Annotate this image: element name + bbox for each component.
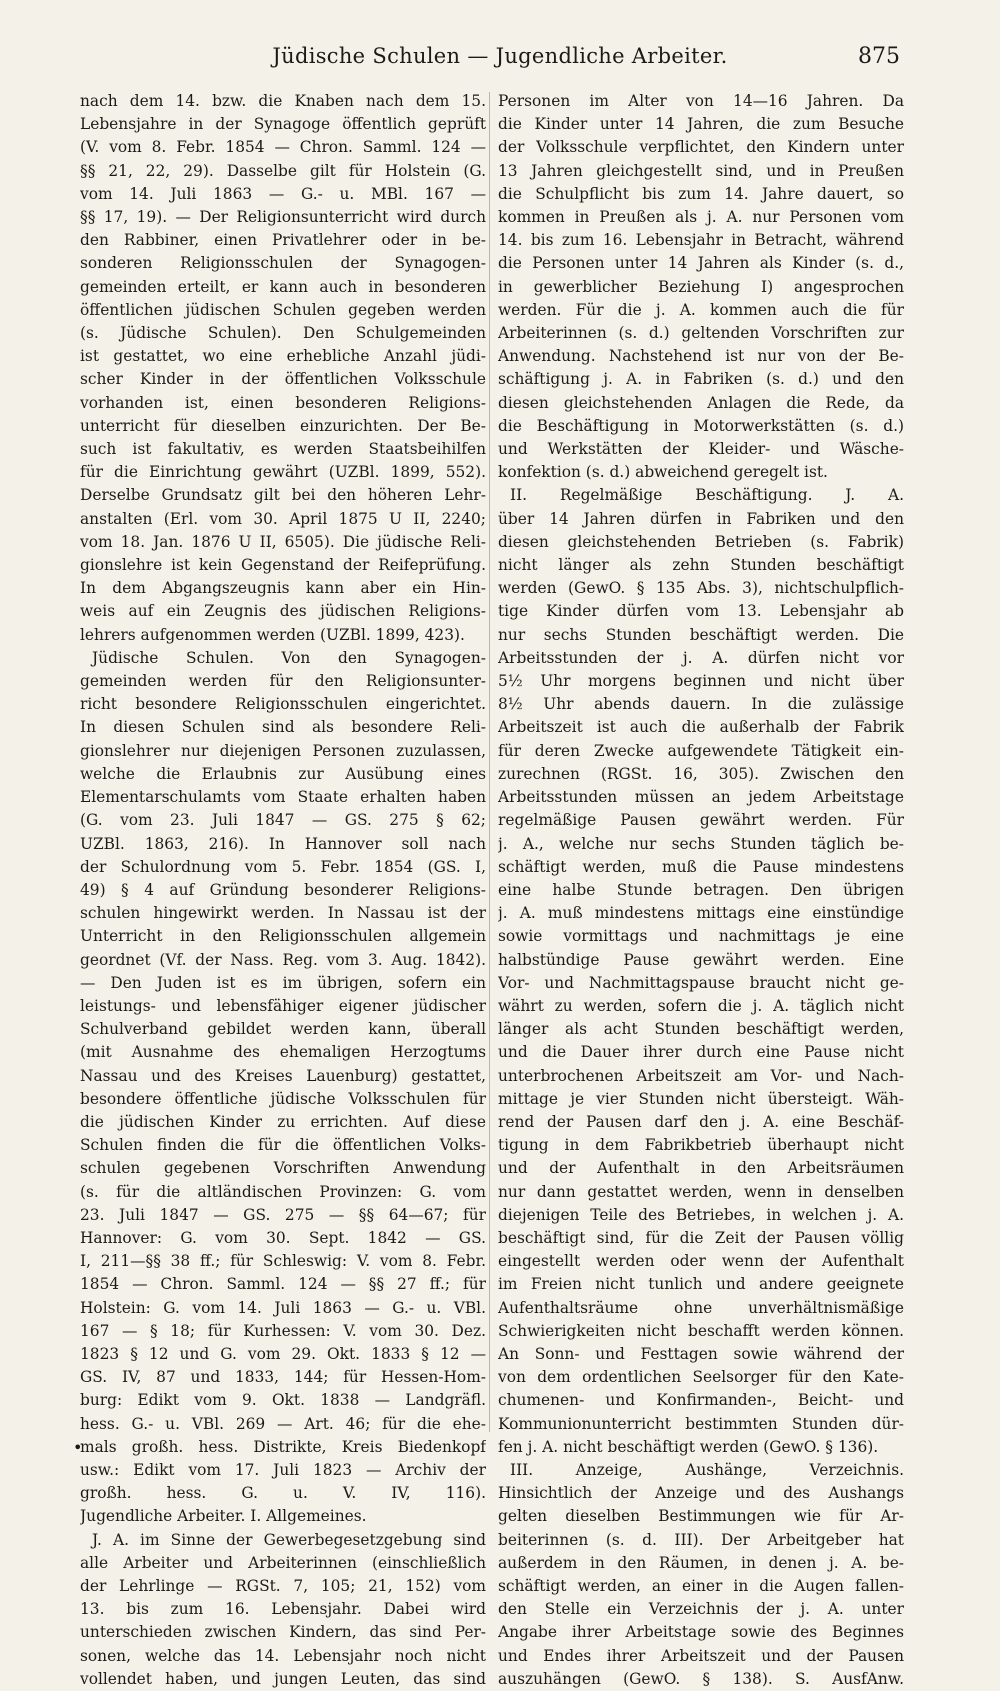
text-line: großh. hess. G. u. V. IV, 116). — [80, 1484, 486, 1503]
text-line: werden (GewO. § 135 Abs. 3), nichtschulpflich- — [498, 579, 904, 598]
text-line: der Lehrlinge — RGSt. 7, 105; 21, 152) vom — [80, 1577, 486, 1595]
text-line: eingestellt werden oder wenn der Aufenthalt — [498, 1252, 904, 1271]
text-line: tigung in dem Fabrikbetrieb überhaupt nicht — [498, 1136, 904, 1155]
text-line: 13 Jahren gleichgestellt sind, und in Preußen — [498, 161, 904, 180]
text-line: 167 — § 18; für Kurhessen: V. vom 30. Dez. — [80, 1321, 486, 1340]
text-line: über 14 Jahren dürfen in Fabriken und den — [498, 509, 904, 528]
text-line: Arbeiterinnen (s. d.) geltenden Vorschriften zur — [498, 324, 904, 343]
text-line: regelmäßige Pausen gewährt werden. Für — [498, 811, 904, 830]
text-line: und Endes ihrer Arbeitszeit und der Pausen — [498, 1646, 904, 1665]
text-line: schäftigt werden, muß die Pause mindestens — [498, 857, 904, 876]
text-line: Jüdische Schulen. Von den Synagogen- — [92, 648, 486, 667]
text-line: nach dem 14. bzw. die Knaben nach dem 15. — [80, 92, 486, 110]
text-line: usw.: Edikt vom 17. Juli 1823 — Archiv der — [80, 1460, 486, 1479]
text-line: scher Kinder in der öffentlichen Volksschule — [80, 370, 486, 389]
text-line: außerdem in den Räumen, in denen j. A. be- — [498, 1553, 904, 1572]
column-divider — [489, 92, 490, 1432]
text-line: der Schulordnung vom 5. Febr. 1854 (GS. I, — [80, 857, 486, 876]
text-line: Schwierigkeiten nicht beschafft werden können. — [498, 1321, 904, 1340]
text-line: weis auf ein Zeugnis des jüdischen Religions- — [80, 602, 486, 621]
text-line: und Werkstätten der Kleider- und Wäsche- — [498, 440, 904, 459]
text-line: I, 211—§§ 38 ff.; für Schleswig: V. vom 8. Febr. — [80, 1252, 486, 1271]
text-line: die Beschäftigung in Motorwerkstätten (s. d.) — [498, 416, 904, 435]
text-line: j. A., welche nur sechs Stunden täglich be- — [498, 834, 904, 853]
text-line: Hinsichtlich der Anzeige und des Aushangs — [498, 1484, 904, 1503]
text-line: Arbeitszeit ist auch die außerhalb der Fabrik — [498, 718, 904, 737]
text-line: beschäftigt sind, für die Zeit der Pausen völlig — [498, 1228, 904, 1247]
text-line: rend der Pausen darf den j. A. eine Beschäf- — [498, 1112, 904, 1131]
text-line: 5½ Uhr morgens beginnen und nicht über — [498, 672, 904, 691]
text-line: Jugendliche Arbeiter. I. Allgemeines. — [80, 1507, 367, 1526]
text-line: (G. vom 23. Juli 1847 — GS. 275 § 62; — [80, 811, 486, 830]
text-line: (s. Jüdische Schulen). Den Schulgemeinden — [80, 324, 486, 343]
text-line: unterschieden zwischen Kindern, das sind Per- — [80, 1623, 486, 1642]
text-line: werden. Für die j. A. kommen auch die für — [498, 300, 904, 319]
text-line: fen j. A. nicht beschäftigt werden (GewO. § 136). — [498, 1437, 879, 1456]
text-line: Angabe ihrer Arbeitstage sowie des Beginnes — [498, 1623, 904, 1642]
text-line: Anwendung. Nachstehend ist nur von der Be- — [498, 347, 904, 366]
left-text-column — [80, 90, 486, 1691]
text-line: halbstündige Pause gewährt werden. Eine — [498, 950, 904, 969]
text-line: geordnet (Vf. der Nass. Reg. vom 3. Aug. 1842). — [80, 950, 486, 969]
text-line: tige Kinder dürfen vom 13. Lebensjahr ab — [498, 602, 904, 621]
text-line: lehrers aufgenommen werden (UZBl. 1899, 423). — [80, 625, 465, 644]
text-line: GS. IV, 87 und 1833, 144; für Hessen-Hom- — [80, 1368, 486, 1387]
text-line: 1823 § 12 und G. vom 29. Okt. 1833 § 12 — — [80, 1344, 486, 1363]
text-line: für deren Zwecke aufgewendete Tätigkeit ein- — [498, 741, 904, 760]
text-line: sowie vormittags und nachmittags je eine — [498, 927, 904, 946]
text-line: Arbeitsstunden müssen an jedem Arbeitstage — [498, 788, 904, 807]
text-line: II. Regelmäßige Beschäftigung. J. A. — [510, 486, 904, 505]
text-line: chumenen- und Konfirmanden-, Beicht- und — [498, 1391, 904, 1410]
text-line: Vor- und Nachmittagspause braucht nicht ge- — [498, 973, 904, 992]
text-line: kommen in Preußen als j. A. nur Personen vom — [498, 208, 904, 227]
text-line: schäftigt werden, an einer in die Augen fallen- — [498, 1577, 904, 1595]
text-line: (s. für die altländischen Provinzen: G. vom — [80, 1182, 486, 1201]
text-line: — Den Juden ist es im übrigen, sofern ein — [80, 973, 486, 992]
text-line: konfektion (s. d.) abweichend geregelt ist. — [498, 463, 828, 482]
text-line: anstalten (Erl. vom 30. April 1875 U II, 2240; — [80, 509, 486, 528]
text-line: eine halbe Stunde betragen. Den übrigen — [498, 880, 904, 899]
text-line: im Freien nicht tunlich und andere geeignete — [498, 1275, 904, 1294]
text-line: J. A. im Sinne der Gewerbegesetzgebung sind — [92, 1530, 486, 1549]
text-line: mals großh. hess. Distrikte, Kreis Biedenkopf — [80, 1437, 486, 1456]
page-mark: • — [73, 1438, 83, 1457]
text-line: Schulen finden die für die öffentlichen Volks- — [80, 1136, 486, 1155]
text-line: die jüdischen Kinder zu errichten. Auf diese — [80, 1112, 486, 1131]
text-line: sonen, welche das 14. Lebensjahr noch nicht — [80, 1646, 486, 1665]
text-line: Derselbe Grundsatz gilt bei den höheren Lehr- — [80, 486, 486, 505]
text-line: 8½ Uhr abends dauern. In die zulässige — [498, 695, 904, 714]
text-line: vom 18. Jan. 1876 U II, 6505). Die jüdische Reli- — [80, 532, 486, 551]
text-line: UZBl. 1863, 216). In Hannover soll nach — [80, 834, 486, 853]
text-line: mittage je vier Stunden nicht übersteigt. Wäh- — [498, 1089, 904, 1108]
text-line: An Sonn- und Festtagen sowie während der — [498, 1344, 904, 1363]
text-line: Unterricht in den Religionsschulen allgemein — [80, 927, 486, 946]
text-line: 23. Juli 1847 — GS. 275 — §§ 64—67; für — [80, 1205, 486, 1224]
right-text-column — [498, 90, 904, 1691]
text-line: nur sechs Stunden beschäftigt werden. Die — [498, 625, 904, 644]
text-line: gemeinden erteilt, er kann auch in besonderen — [80, 277, 486, 296]
text-line: den Rabbiner, einen Privatlehrer oder in be- — [80, 231, 486, 250]
text-line: währt zu werden, sofern die j. A. täglich nicht — [498, 996, 904, 1015]
text-line: die Personen unter 14 Jahren als Kinder (s. d., — [498, 254, 904, 273]
text-line: hess. G.- u. VBl. 269 — Art. 46; für die ehe- — [80, 1414, 486, 1433]
text-line: leistungs- und lebensfähiger eigener jüdischer — [80, 996, 486, 1015]
text-line: 13. bis zum 16. Lebensjahr. Dabei wird — [80, 1600, 486, 1619]
text-line: unterricht für dieselben einzurichten. Der Be- — [80, 416, 486, 435]
text-line: burg: Edikt vom 9. Okt. 1838 — Landgräfl. — [80, 1391, 486, 1410]
text-line: vollendet haben, und jungen Leuten, das sind — [80, 1669, 486, 1688]
text-line: Elementarschulamts vom Staate erhalten haben — [80, 788, 486, 807]
text-line: Aufenthaltsräume ohne unverhältnismäßige — [498, 1298, 904, 1317]
text-line: Lebensjahre in der Synagoge öffentlich geprüft — [80, 115, 486, 134]
page-number: 875 — [858, 44, 900, 69]
text-line: schulen gegebenen Vorschriften Anwendung — [80, 1159, 486, 1178]
text-line: auszuhängen (GewO. § 138). S. AusfAnw. — [498, 1669, 904, 1688]
text-line: Hannover: G. vom 30. Sept. 1842 — GS. — [80, 1228, 486, 1247]
text-line: gelten dieselben Bestimmungen wie für Ar- — [498, 1507, 904, 1526]
text-line: In dem Abgangszeugnis kann aber ein Hin- — [80, 579, 486, 598]
text-line: §§ 17, 19). — Der Religionsunterricht wird durch — [80, 208, 486, 227]
text-line: Personen im Alter von 14—16 Jahren. Da — [498, 92, 904, 110]
text-line: und die Dauer ihrer durch eine Pause nicht — [498, 1043, 904, 1062]
text-line: §§ 21, 22, 29). Dasselbe gilt für Holstein (G. — [80, 161, 486, 180]
text-line: die Kinder unter 14 Jahren, die zum Besuche — [498, 115, 904, 134]
text-line: der Volksschule verpflichtet, den Kindern unter — [498, 138, 904, 157]
text-line: nur dann gestattet werden, wenn in denselben — [498, 1182, 904, 1201]
text-line: 49) § 4 auf Gründung besonderer Religions- — [80, 880, 486, 899]
text-line: Nassau und des Kreises Lauenburg) gestattet, — [80, 1066, 486, 1085]
text-line: Schulverband gebildet werden kann, überall — [80, 1020, 486, 1039]
text-line: besondere öffentliche jüdische Volksschulen für — [80, 1089, 486, 1108]
text-line: (V. vom 8. Febr. 1854 — Chron. Samml. 124 — — [80, 138, 486, 157]
text-line: 14. bis zum 16. Lebensjahr in Betracht, während — [498, 231, 904, 250]
text-line: vom 14. Juli 1863 — G.- u. MBl. 167 — — [80, 184, 486, 203]
text-line: schulen hingewirkt werden. In Nassau ist der — [80, 904, 486, 923]
text-line: Kommunionunterricht bestimmten Stunden dür- — [498, 1414, 904, 1433]
text-line: such ist fakultativ, es werden Staatsbeihilfen — [80, 440, 486, 459]
text-line: vorhanden ist, einen besonderen Religions- — [80, 393, 486, 412]
text-line: schäftigung j. A. in Fabriken (s. d.) und den — [498, 370, 904, 389]
text-line: III. Anzeige, Aushänge, Verzeichnis. — [510, 1460, 904, 1479]
text-line: und der Aufenthalt in den Arbeitsräumen — [498, 1159, 904, 1178]
text-line: zurechnen (RGSt. 16, 305). Zwischen den — [498, 764, 904, 783]
text-line: Arbeitsstunden der j. A. dürfen nicht vor — [498, 648, 904, 667]
text-line: gemeinden werden für den Religionsunter- — [80, 672, 486, 691]
text-line: nicht länger als zehn Stunden beschäftigt — [498, 556, 904, 575]
text-line: von dem ordentlichen Seelsorger für den Kate- — [498, 1368, 904, 1387]
text-line: diesen gleichstehenden Anlagen die Rede, da — [498, 393, 904, 412]
text-line: alle Arbeiter und Arbeiterinnen (einschließlich — [80, 1553, 486, 1572]
text-line: ist gestattet, wo eine erhebliche Anzahl jüdi- — [80, 347, 486, 366]
text-line: welche die Erlaubnis zur Ausübung eines — [80, 764, 486, 783]
text-line: In diesen Schulen sind als besondere Reli- — [80, 718, 486, 737]
text-line: diejenigen Teile des Betriebes, in welchen j. A. — [498, 1205, 904, 1224]
text-line: öffentlichen jüdischen Schulen gegeben werden — [80, 300, 486, 319]
text-line: länger als acht Stunden beschäftigt werden, — [498, 1020, 904, 1039]
text-line: den Stelle ein Verzeichnis der j. A. unter — [498, 1600, 904, 1619]
text-line: gionslehrer nur diejenigen Personen zuzulassen, — [80, 741, 486, 760]
text-line: gionslehre ist kein Gegenstand der Reifeprüfung. — [80, 556, 486, 575]
text-line: unterbrochenen Arbeitszeit am Vor- und Nach- — [498, 1066, 904, 1085]
text-line: die Schulpflicht bis zum 14. Jahre dauert, so — [498, 184, 904, 203]
text-line: sonderen Religionsschulen der Synagogen- — [80, 254, 486, 273]
text-line: richt besondere Religionsschulen eingerichtet. — [80, 695, 486, 714]
text-line: diesen gleichstehenden Betrieben (s. Fabrik) — [498, 532, 904, 551]
text-line: in gewerblicher Beziehung I) angesprochen — [498, 277, 904, 296]
text-line: für die Einrichtung gewährt (UZBl. 1899, 552). — [80, 463, 486, 482]
text-line: j. A. muß mindestens mittags eine einstündige — [498, 904, 904, 923]
text-line: 1854 — Chron. Samml. 124 — §§ 27 ff.; für — [80, 1275, 486, 1294]
text-line: beiterinnen (s. d. III). Der Arbeitgeber hat — [498, 1530, 904, 1549]
text-line: Holstein: G. vom 14. Juli 1863 — G.- u. VBl. — [80, 1298, 486, 1317]
running-title: Jüdische Schulen — Jugendliche Arbeiter. — [272, 44, 728, 68]
text-line: (mit Ausnahme des ehemaligen Herzogtums — [80, 1043, 486, 1062]
